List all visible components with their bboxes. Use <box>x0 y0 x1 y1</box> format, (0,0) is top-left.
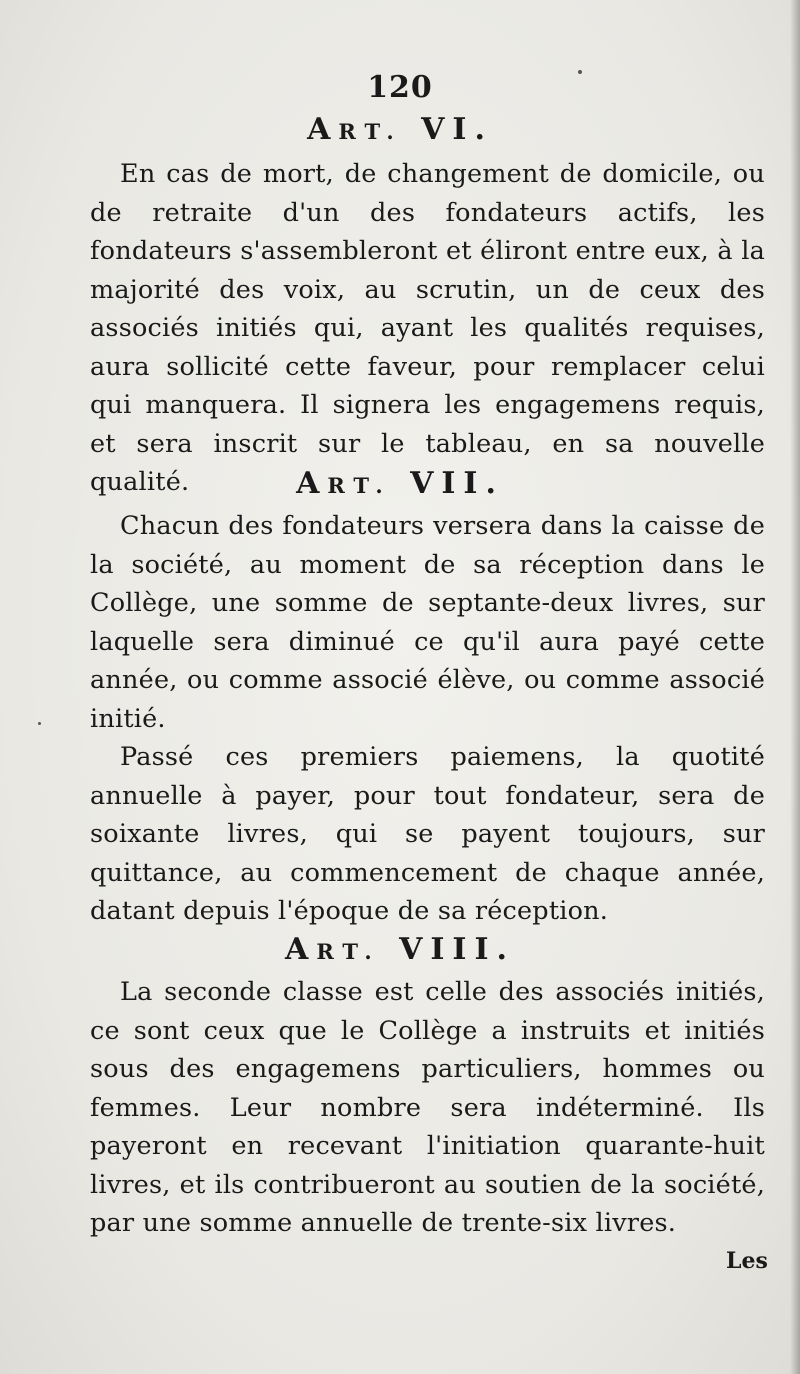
heading-number: VII. <box>410 466 504 501</box>
paragraph: La seconde classe est celle des associés initiés, ce sont ceux que le Collège a instruits et initiés sous des engagemens particuliers, hommes ou femmes. Leur nombre sera indéterminé. Ils payeront en recevant l'initiation quarante-huit livres, et ils contribueront au soutien de la société, par une somme annuelle de trente-six livres. <box>90 977 765 1238</box>
catchword: Les <box>726 1248 768 1274</box>
article-heading-vi <box>0 112 800 147</box>
heading-prefix-big: A <box>307 112 339 147</box>
heading-prefix-big: A <box>285 932 317 967</box>
ink-speck <box>38 722 41 725</box>
page-edge-shadow <box>790 0 800 1374</box>
page-number: 120 <box>367 70 433 105</box>
heading-prefix-small: RT. <box>327 473 392 498</box>
ink-speck <box>578 70 582 74</box>
article-heading-vii <box>0 466 800 501</box>
heading-prefix-big: A <box>296 466 328 501</box>
heading-prefix-small: RT. <box>338 119 403 144</box>
paragraph: En cas de mort, de changement de domicile, ou de retraite d'un des fondateurs actifs, les fondateurs s'assembleront et éliront entre eux, à la majorité des voix, au scrutin, un de ceux des associés initiés qui, ayant les qualités requises, aura sollicité cette faveur, pour remplacer celui qui manquera. Il signera les engagemens requis, et sera inscrit sur le tableau, en sa nouvelle qualité. <box>90 159 765 497</box>
paragraph: Chacun des fondateurs versera dans la caisse de la société, au moment de sa réception dans le Collège, une somme de septante-deux livres, sur laquelle sera diminué ce qu'il aura payé cette année, ou comme associé élève, ou comme associé initié. <box>90 511 765 734</box>
heading-prefix-small: RT. <box>316 939 381 964</box>
paragraph: Passé ces premiers paiemens, la quotité annuelle à payer, pour tout fondateur, sera de soixante livres, qui se payent toujours, sur quittance, au commencement de chaque année, datant depuis l'époque de sa réception. <box>90 742 765 926</box>
article-body-vi <box>90 155 765 502</box>
heading-number: VIII. <box>399 932 515 967</box>
article-heading-viii <box>0 932 800 967</box>
heading-number: VI. <box>421 112 493 147</box>
article-body-vii <box>90 507 765 931</box>
article-body-viii <box>90 973 765 1243</box>
